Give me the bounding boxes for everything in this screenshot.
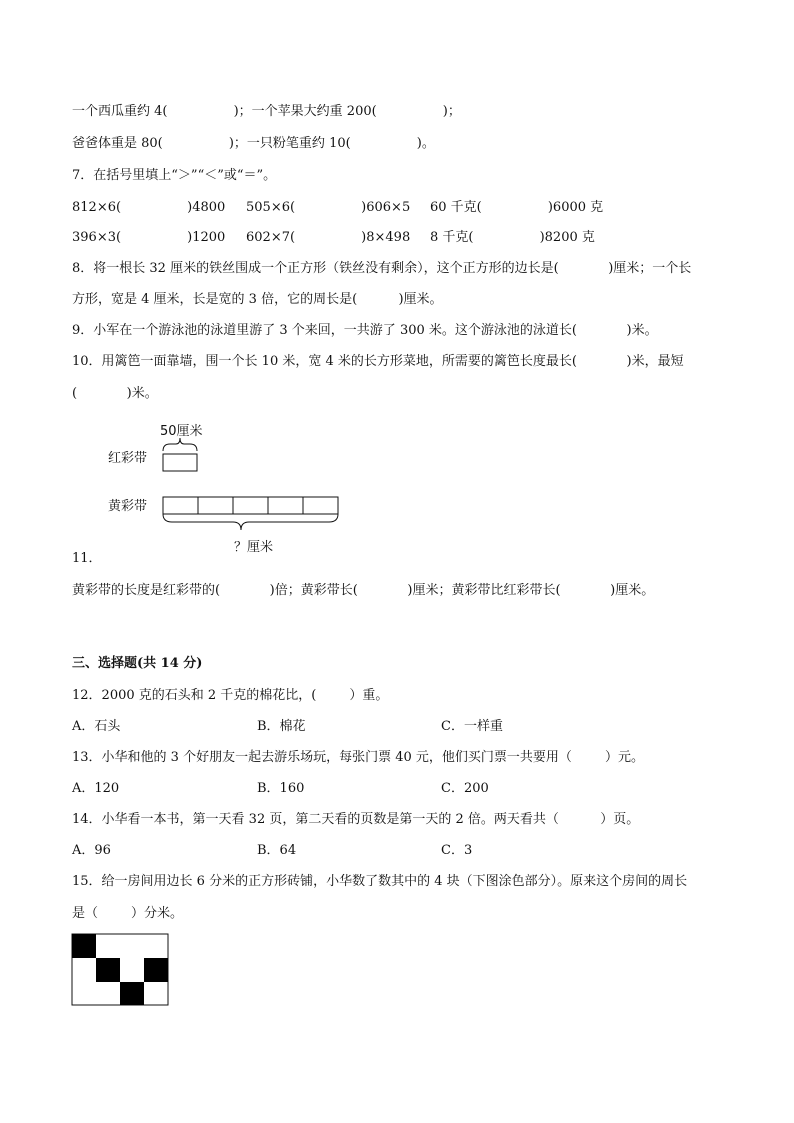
ribbon-diagram: [100, 418, 400, 568]
q7-row1-col1: 812×6( )4800: [72, 200, 226, 215]
q11-number: 11．: [72, 551, 102, 566]
q7-row2-col2: 602×7( )8×498: [246, 230, 411, 245]
q8-line-2: 方形，宽是 4 厘米，长是宽的 3 倍，它的周长是( )厘米。: [72, 292, 443, 307]
ribbon-top-brace: [163, 438, 197, 451]
q10-line-2: ( )米。: [72, 386, 158, 401]
q15-line-1: 15．给一房间用边长 6 分米的正方形砖铺，小华数了数其中的 4 块（下图涂色部分）。原来这个房间的周长: [72, 874, 688, 889]
q14-stem: 14．小华看一本书，第一天看 32 页，第二天看的页数是第一天的 2 倍。两天看共（ ）页。: [72, 812, 640, 827]
q7-row1-col3: 60 千克( )6000 克: [430, 200, 604, 215]
yellow-ribbon-segment: [303, 497, 338, 514]
shaded-tile: [72, 934, 96, 958]
ribbon-top-label: 50厘米: [160, 424, 203, 439]
tile-grid-figure: [71, 933, 171, 1009]
q7-row2-col1: 396×3( )1200: [72, 230, 226, 245]
q11-text: 黄彩带的长度是红彩带的( )倍；黄彩带长( )厘米；黄彩带比红彩带长( )厘米。: [72, 583, 655, 598]
shaded-tile: [96, 958, 120, 982]
q14-option-a: A．96: [72, 843, 111, 858]
yellow-ribbon-bar: [163, 497, 338, 514]
yellow-ribbon-segment: [198, 497, 233, 514]
q14-option-b: B．64: [257, 843, 297, 858]
q9-line: 9．小军在一个游泳池的泳道里游了 3 个来回，一共游了 300 米。这个游泳池的泳道长( )米。: [72, 323, 658, 338]
yellow-ribbon-segment: [233, 497, 268, 514]
q13-option-c: C．200: [441, 781, 489, 796]
red-ribbon-label: 红彩带: [108, 451, 148, 466]
q15-line-2: 是（ ）分米。: [72, 906, 184, 921]
q13-option-a: A．120: [72, 781, 120, 796]
shaded-tile: [120, 982, 144, 1005]
q7-row1-col2: 505×6( )606×5: [246, 200, 411, 215]
q12-option-b: B．棉花: [257, 719, 306, 734]
yellow-ribbon-label: 黄彩带: [108, 499, 148, 514]
q6-line-2: 爸爸体重是 80( )；一只粉笔重约 10( )。: [72, 136, 435, 151]
q10-line-1: 10．用篱笆一面靠墙，围一个长 10 米，宽 4 米的长方形菜地，所需要的篱笆长度最长( )米，最短: [72, 354, 684, 369]
red-ribbon-bar: [163, 454, 197, 471]
q14-option-c: C．3: [441, 843, 473, 858]
shaded-tile: [144, 958, 168, 982]
ribbon-bottom-label: ？厘米: [234, 540, 274, 555]
q12-option-c: C．一样重: [441, 719, 503, 734]
q13-option-b: B．160: [257, 781, 305, 796]
yellow-ribbon-segment: [163, 497, 198, 514]
q12-option-a: A．石头: [72, 719, 121, 734]
q6-line-1: 一个西瓜重约 4( )；一个苹果大约重 200( )；: [72, 104, 461, 119]
q7-title: 7．在括号里填上“＞”“＜”或“＝”。: [72, 168, 277, 183]
yellow-ribbon-segment: [268, 497, 303, 514]
ribbon-bottom-brace: [163, 514, 338, 530]
section-3-heading: 三、选择题(共 14 分): [72, 656, 203, 671]
q7-row2-col3: 8 千克( )8200 克: [430, 230, 595, 245]
q12-stem: 12．2000 克的石头和 2 千克的棉花比，( ）重。: [72, 688, 389, 703]
q8-line-1: 8．将一根长 32 厘米的铁丝围成一个正方形（铁丝没有剩余），这个正方形的边长是( )厘米；一个长: [72, 261, 692, 276]
q13-stem: 13．小华和他的 3 个好朋友一起去游乐场玩，每张门票 40 元，他们买门票一共要用（ ）元。: [72, 750, 644, 765]
